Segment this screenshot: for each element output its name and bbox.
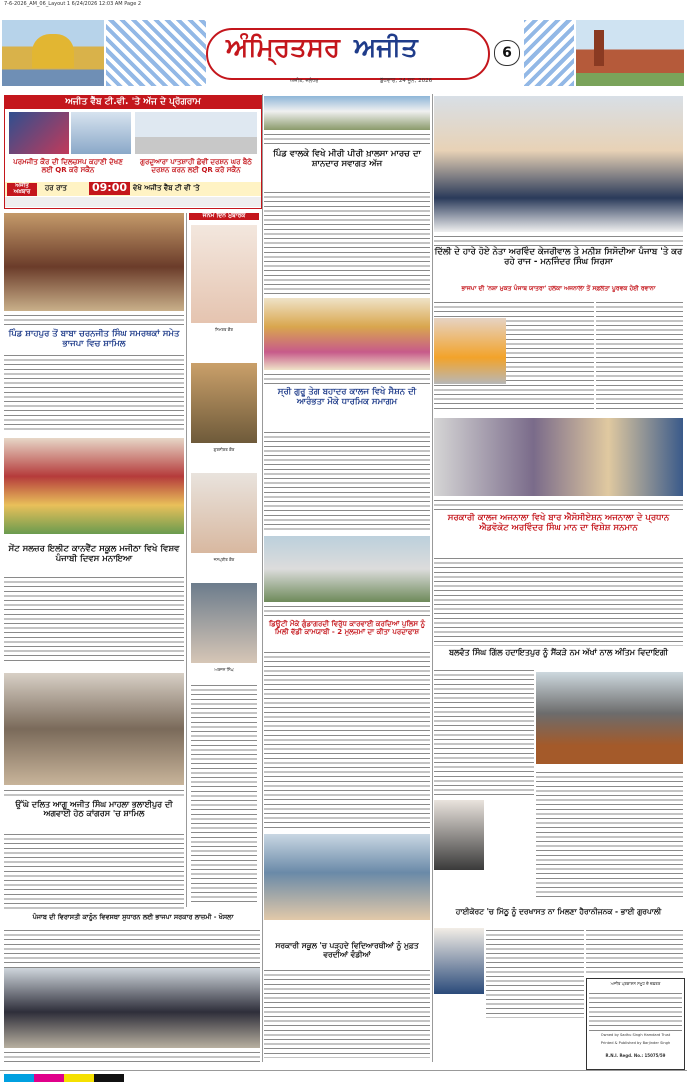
photo-religious-event	[4, 213, 184, 311]
webtv-promo-1: ਪਰਮਜੀਤ ਕੌਰ ਦੀ ਦਿਲਚਸਪ ਕਹਾਣੀ ਦੇਖਣ ਲਈ QR ਕਰੋ ਸਕੈਨ	[13, 158, 123, 175]
photo-bjp-leader	[434, 318, 506, 384]
story-school2	[264, 968, 430, 1058]
headline-college: ਸਰਕਾਰੀ ਕਾਲਜ ਅਜਨਾਲਾ ਵਿਖੇ ਬਾਰ ਐਸੋਸੀਏਸ਼ਨ ਅਜਨਾਲਾ ਦੇ ਪ੍ਰਧਾਨ ਐਡਵੋਕੇਟ ਅਰਵਿੰਦਰ ਸਿੰਘ ਮਾਨ ਦਾ ਵਿਸ਼ੇਸ਼ ਸਨਮਾਨ	[447, 513, 670, 533]
birthday-photo-3	[191, 473, 257, 553]
imprint-line-3: Printed & Published by Barjinder Singh	[600, 1041, 671, 1045]
headline-cremation: ਬਲਵੰਤ ਸਿੰਘ ਗਿੱਲ ਹਦਾਇਤਪੁਰ ਨੂੰ ਸੈਂਕੜੇ ਨਮ ਅੱਖਾਂ ਨਾਲ ਅੰਤਿਮ ਵਿਦਾਇਗੀ	[449, 648, 668, 657]
caption-bottom-left	[4, 1050, 260, 1062]
bottom-rule	[0, 1070, 687, 1071]
webtv-thumb-2	[71, 112, 131, 154]
webtv-title: ਅਜੀਤ ਵੈੱਬ ਟੀ.ਵੀ. 'ਤੇ ਅੱਜ ਦੇ ਪ੍ਰੋਗਰਾਮ	[5, 96, 261, 109]
page-number-badge: 6	[494, 40, 520, 66]
webtv-thumb-3	[135, 112, 257, 154]
caption-religious	[4, 313, 184, 327]
masthead-golden-temple-image	[2, 20, 104, 86]
webtv-time-prefix: ਹਰ ਰਾਤ	[45, 184, 67, 192]
webtv-box	[4, 95, 262, 209]
story-village	[264, 190, 430, 294]
photo-deceased-portrait	[434, 800, 484, 870]
story-police	[264, 650, 430, 830]
birthday-photo-4	[191, 583, 257, 663]
photo-bottom-left	[4, 968, 260, 1048]
photo-school-uniform	[264, 834, 430, 920]
webtv-brand: ਅਜੀਤ ਅਖ਼ਬਾਰ	[7, 183, 37, 196]
webtv-schedule-bar	[5, 182, 261, 196]
webtv-time-suffix: ਵੇਖੋ ਅਜੀਤ ਵੈੱਬ ਟੀ ਵੀ 'ਤੇ	[133, 184, 200, 192]
caption-college-honour	[434, 498, 683, 512]
caption-village	[264, 132, 430, 148]
imprint-rni: R.N.I. Regd. No.: 15075/59	[605, 1053, 666, 1058]
story-cremation	[434, 668, 534, 798]
caption-college	[264, 372, 430, 386]
imprint-line-1: ਅਜੀਤ ਪ੍ਰਕਾਸ਼ਨ ਸਮੂਹ ਦੇ ਦਫ਼ਤਰ	[610, 981, 661, 986]
headline-congress: ਉੱਘੇ ਦਲਿਤ ਆਗੂ ਅਜੀਤ ਸਿੰਘ ਮਾਹਲਾ ਭਲਾਈਪੁਰ ਦੀ ਅਗਵਾਈ ਹੇਠ ਕਾਂਗਰਸ 'ਚ ਸ਼ਾਮਿਲ	[15, 800, 173, 819]
webtv-time: 09:00	[89, 182, 130, 195]
story-hikorat	[486, 928, 584, 1018]
birthday-column	[186, 213, 261, 907]
headline-police: ਡਿਊਟੀ ਮੌਕੇ ਗੁੰਡਾਗਰਦੀ ਵਿਰੁੱਧ ਕਾਰਵਾਈ ਕਰਦਿਆਂ ਪੁਲਿਸ ਨੂੰ ਮਿਲੀ ਵੱਡੀ ਕਾਮਯਾਬੀ - 2 ਮੁਲਜ਼ਮਾਂ ਦਾ ਕੀਤਾ ਪਰਦਾਫਾਸ਼	[268, 620, 425, 637]
imprint-details	[589, 991, 682, 1031]
story-delhi-2	[596, 300, 683, 410]
caption-sirsa	[434, 234, 683, 248]
birthday-name-2: ਗੁਰਸੀਰਤ ਕੌਰ	[213, 447, 235, 452]
photo-sirsa-group	[434, 96, 683, 232]
headline-baba: ਪਿੰਡ ਸ਼ਾਹਪੁਰ ਤੋਂ ਬਾਬਾ ਚਰਨਜੀਤ ਸਿੰਘ ਸਮਰਥਕਾਂ ਸਮੇਤ ਭਾਜਪਾ ਵਿਚ ਸ਼ਾਮਿਲ	[8, 329, 180, 349]
story-bottom-left	[4, 928, 260, 968]
headline-school2: ਸਰਕਾਰੀ ਸਕੂਲ 'ਚ ਪੜ੍ਹਦੇ ਵਿਦਿਆਰਥੀਆਂ ਨੂੰ ਮੁਫ਼ਤ ਵਰਦੀਆਂ ਵੰਡੀਆਂ	[275, 941, 419, 959]
registration-strip	[4, 1074, 124, 1082]
birthday-photo-2	[191, 363, 257, 443]
headline-village: ਪਿੰਡ ਵਾਲਕੇ ਵਿਖੇ ਮੀਰੀ ਪੀਰੀ ਖ਼ਾਲਸਾ ਮਾਰਚ ਦਾ ਸ਼ਾਨਦਾਰ ਸਵਾਗਤ ਅੱਜ	[273, 149, 421, 169]
caption-congress	[4, 788, 184, 798]
birthday-header: ਜਨਮ ਦਿਨ ਮੁਬਾਰਕ	[189, 213, 259, 220]
caption-police	[264, 604, 430, 618]
masthead-banner	[206, 28, 490, 80]
birthday-name-3: ਜਸਪ੍ਰੀਤ ਕੌਰ	[213, 557, 235, 562]
headline-delhi-sub: ਭਾਜਪਾ ਦੀ 'ਨਸ਼ਾ ਮੁਕਤ ਪੰਜਾਬ ਯਾਤਰਾ' ਹਲਕਾ ਅਜਨਾਲਾ ਤੋਂ ਸਫ਼ਲਤਾ ਪੂਰਵਕ ਹੋਈ ਰਵਾਨਾ	[461, 285, 656, 292]
story-guru	[264, 430, 430, 530]
story-congress	[4, 832, 184, 912]
photo-students	[4, 438, 184, 534]
photo-college-ceremony	[264, 298, 430, 370]
photo-police	[264, 536, 430, 602]
masthead-city: ਅੰਮ੍ਰਿਤਸਰ	[226, 33, 341, 63]
masthead-ornament-right	[524, 20, 574, 86]
masthead	[0, 8, 687, 88]
birthday-name-4: ਅਰਜਨ ਸਿੰਘ	[214, 667, 234, 672]
webtv-social-strip	[5, 197, 261, 207]
imprint-line-2: Owned by Sadhu Singh Hamdard Trust	[600, 1033, 671, 1037]
headline-bottom-left: ਪੰਜਾਬ ਦੀ ਵਿਰਾਸਤੀ ਕਾਨੂੰਨ ਵਿਵਸਥਾ ਸੁਧਾਰਨ ਲਈ ਭਾਜਪਾ ਸਰਕਾਰ ਲਾਜ਼ਮੀ - ਖੋਸਲਾ	[32, 913, 234, 921]
masthead-ornament-left	[106, 20, 206, 86]
masthead-place: ਅਜੀਤ, ਜਲੰਧਰ	[290, 78, 319, 84]
webtv-promo-2: ਗੁਰਦੁਆਰਾ ਪਾਤਸ਼ਾਹੀ ਛੇਵੀਂ ਦਰਸ਼ਨ ਘਰ ਬੈਠੇ ਦਰਸ਼ਨ ਕਰਨ ਲਈ QR ਕਰੋ ਸਕੈਨ	[140, 158, 252, 175]
masthead-paper: ਅਜੀਤ	[354, 33, 418, 63]
column-rule-2	[432, 94, 433, 1062]
webtv-thumb-1	[9, 112, 69, 154]
headline-hikorat: ਹਾਈਕੋਰਟ 'ਚ ਮਿੱਠੂ ਨੂੰ ਦਰਖਾਸਤ ਨਾ ਮਿਲਣਾ ਹੈਰਾਨੀਜਨਕ - ਭਾਈ ਗੁਰਪਾਲੀ	[455, 907, 662, 916]
birthday-notes	[191, 683, 257, 903]
headline-delhi: ਦਿੱਲੀ ਦੇ ਹਾਰੇ ਹੋਏ ਨੇਤਾ ਅਰਵਿੰਦ ਕੇਜਰੀਵਾਲ ਤੇ ਮਨੀਸ਼ ਸਿਸੋਦੀਆ ਪੰਜਾਬ 'ਤੇ ਕਰ ਰਹੇ ਰਾਜ - ਮਨਜਿੰਦਰ ਸਿੰਘ ਸਿਰਸਾ	[434, 247, 683, 267]
print-slug: 7-6-2026_AM_06_Layout 1 6/24/2026 12:03 AM Page 2	[4, 1, 142, 7]
birthday-name-1: ਨਿਮਰਤ ਕੌਰ	[215, 327, 233, 332]
column-rule-1	[262, 94, 263, 1062]
imprint-box	[586, 978, 685, 1070]
photo-leader-portrait	[434, 928, 484, 994]
story-school	[4, 575, 184, 663]
photo-college-honour	[434, 418, 683, 496]
story-college	[434, 556, 683, 646]
masthead-date: ਬੁੱਧਵਾਰ, 24 ਜੂਨ, 2026	[380, 78, 433, 84]
story-cremation-2	[536, 770, 683, 900]
story-hikorat-2	[586, 928, 683, 974]
headline-school: ਸੇਂਟ ਸਲਜ਼ਰ ਇਲੀਟ ਕਾਨਵੈਂਟ ਸਕੂਲ ਮਜੀਠਾ ਵਿਖੇ ਵਿਸ਼ਵ ਪੰਜਾਬੀ ਦਿਵਸ ਮਨਾਇਆ	[8, 544, 180, 564]
masthead-jallianwala-image	[576, 20, 684, 86]
headline-guru: ਸ੍ਰੀ ਗੁਰੂ ਤੇਗ ਬਹਾਦਰ ਕਾਲਜ ਵਿਖੇ ਸੈਸ਼ਨ ਦੀ ਆਰੰਭਤਾ ਮੌਕੇ ਧਾਰਮਿਕ ਸਮਾਗਮ	[277, 387, 417, 407]
photo-village-group	[264, 96, 430, 130]
story-baba	[4, 353, 184, 431]
photo-cremation	[536, 672, 683, 764]
birthday-photo-1	[191, 225, 257, 323]
photo-congress	[4, 673, 184, 785]
